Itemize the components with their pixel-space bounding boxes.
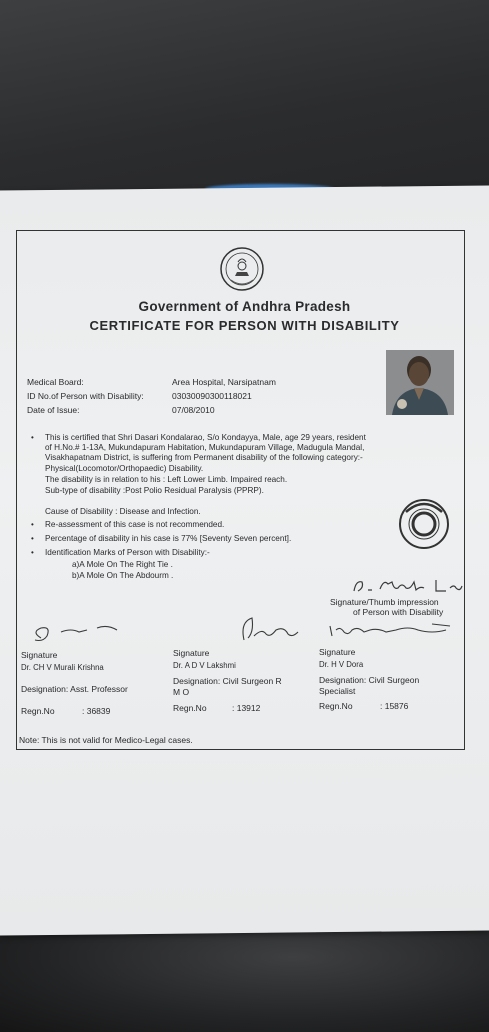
person-photo [386, 350, 454, 415]
doctor-name: Dr. A D V Lakshmi [173, 661, 236, 670]
signature-label: Signature [173, 648, 210, 658]
reassessment-text: Re-assessment of this case is not recommended. [45, 520, 225, 529]
bullet: • [31, 548, 34, 557]
date-value: 07/08/2010 [172, 405, 215, 415]
person-handwritten-signature [350, 576, 470, 596]
state-emblem-icon [219, 246, 265, 292]
cloth-background [0, 925, 489, 1032]
regn-value: : 36839 [82, 706, 111, 716]
regn-label: Regn.No [319, 701, 353, 711]
note-text: Note: This is not valid for Medico-Legal cases. [19, 735, 193, 745]
certification-line: Visakhapatnam District, is suffering from Permanent disability of the following category:- [45, 453, 363, 462]
identification-mark: b)A Mole On The Abdourm . [72, 571, 174, 580]
doctor-designation: Designation: Civil Surgeon R [173, 676, 282, 686]
signature-caption: Signature/Thumb impression [330, 597, 439, 607]
certificate-title: CERTIFICATE FOR PERSON WITH DISABILITY [89, 318, 400, 333]
certification-line: of H.No.# 1-13A, Mukundapuram Habitation, Mukundapuram Village, Madugula Mandal, [45, 443, 365, 452]
doctor-name: Dr. H V Dora [319, 660, 364, 669]
id-label: ID No.of Person with Disability: [27, 391, 144, 401]
certification-line: Sub-type of disability :Post Polio Residual Paralysis (PPRP). [45, 486, 264, 495]
doctor-3-handwritten-signature [322, 620, 457, 642]
certification-line: Physical(Locomotor/Orthopaedic) Disability. [45, 464, 204, 473]
doctor-1-handwritten-signature [27, 620, 127, 646]
percentage-text: Percentage of disability in his case is 77% [Seventy Seven percent]. [45, 534, 292, 543]
date-label: Date of Issue: [27, 405, 80, 415]
regn-value: : 15876 [380, 701, 409, 711]
doctor-designation: Designation: Civil Surgeon [319, 675, 420, 685]
cause-of-disability: Cause of Disability : Disease and Infection. [45, 507, 201, 516]
doctor-2-handwritten-signature [232, 612, 302, 646]
identification-mark: a)A Mole On The Right Tie . [72, 560, 173, 569]
bullet: • [31, 520, 34, 529]
doctor-designation: Designation: Asst. Professor [21, 684, 128, 694]
certification-line: The disability is in relation to his : Left Lower Limb. Impaired reach. [45, 475, 288, 484]
regn-label: Regn.No [173, 703, 207, 713]
table-background [0, 0, 489, 190]
bullet: • [31, 433, 34, 442]
bullet: • [31, 534, 34, 543]
id-value: 03030090300118021 [172, 391, 252, 401]
regn-label: Regn.No [21, 706, 55, 716]
doctor-name: Dr. CH V Murali Krishna [21, 663, 104, 672]
medical-board-seal-icon [398, 498, 450, 550]
signature-label: Signature [21, 650, 58, 660]
regn-value: : 13912 [232, 703, 261, 713]
identification-heading: Identification Marks of Person with Disability:- [45, 548, 210, 557]
government-title: Government of Andhra Pradesh [138, 299, 351, 314]
certification-line: This is certified that Shri Dasari Kondalarao, S/o Kondayya, Male, age 29 years, resident [45, 433, 366, 442]
doctor-designation-cont: Specialist [319, 686, 356, 696]
signature-label: Signature [319, 647, 356, 657]
signature-caption: of Person with Disability [353, 607, 444, 617]
medical-board-value: Area Hospital, Narsipatnam [172, 377, 276, 387]
doctor-designation-cont: M O [173, 687, 190, 697]
medical-board-label: Medical Board: [27, 377, 84, 387]
